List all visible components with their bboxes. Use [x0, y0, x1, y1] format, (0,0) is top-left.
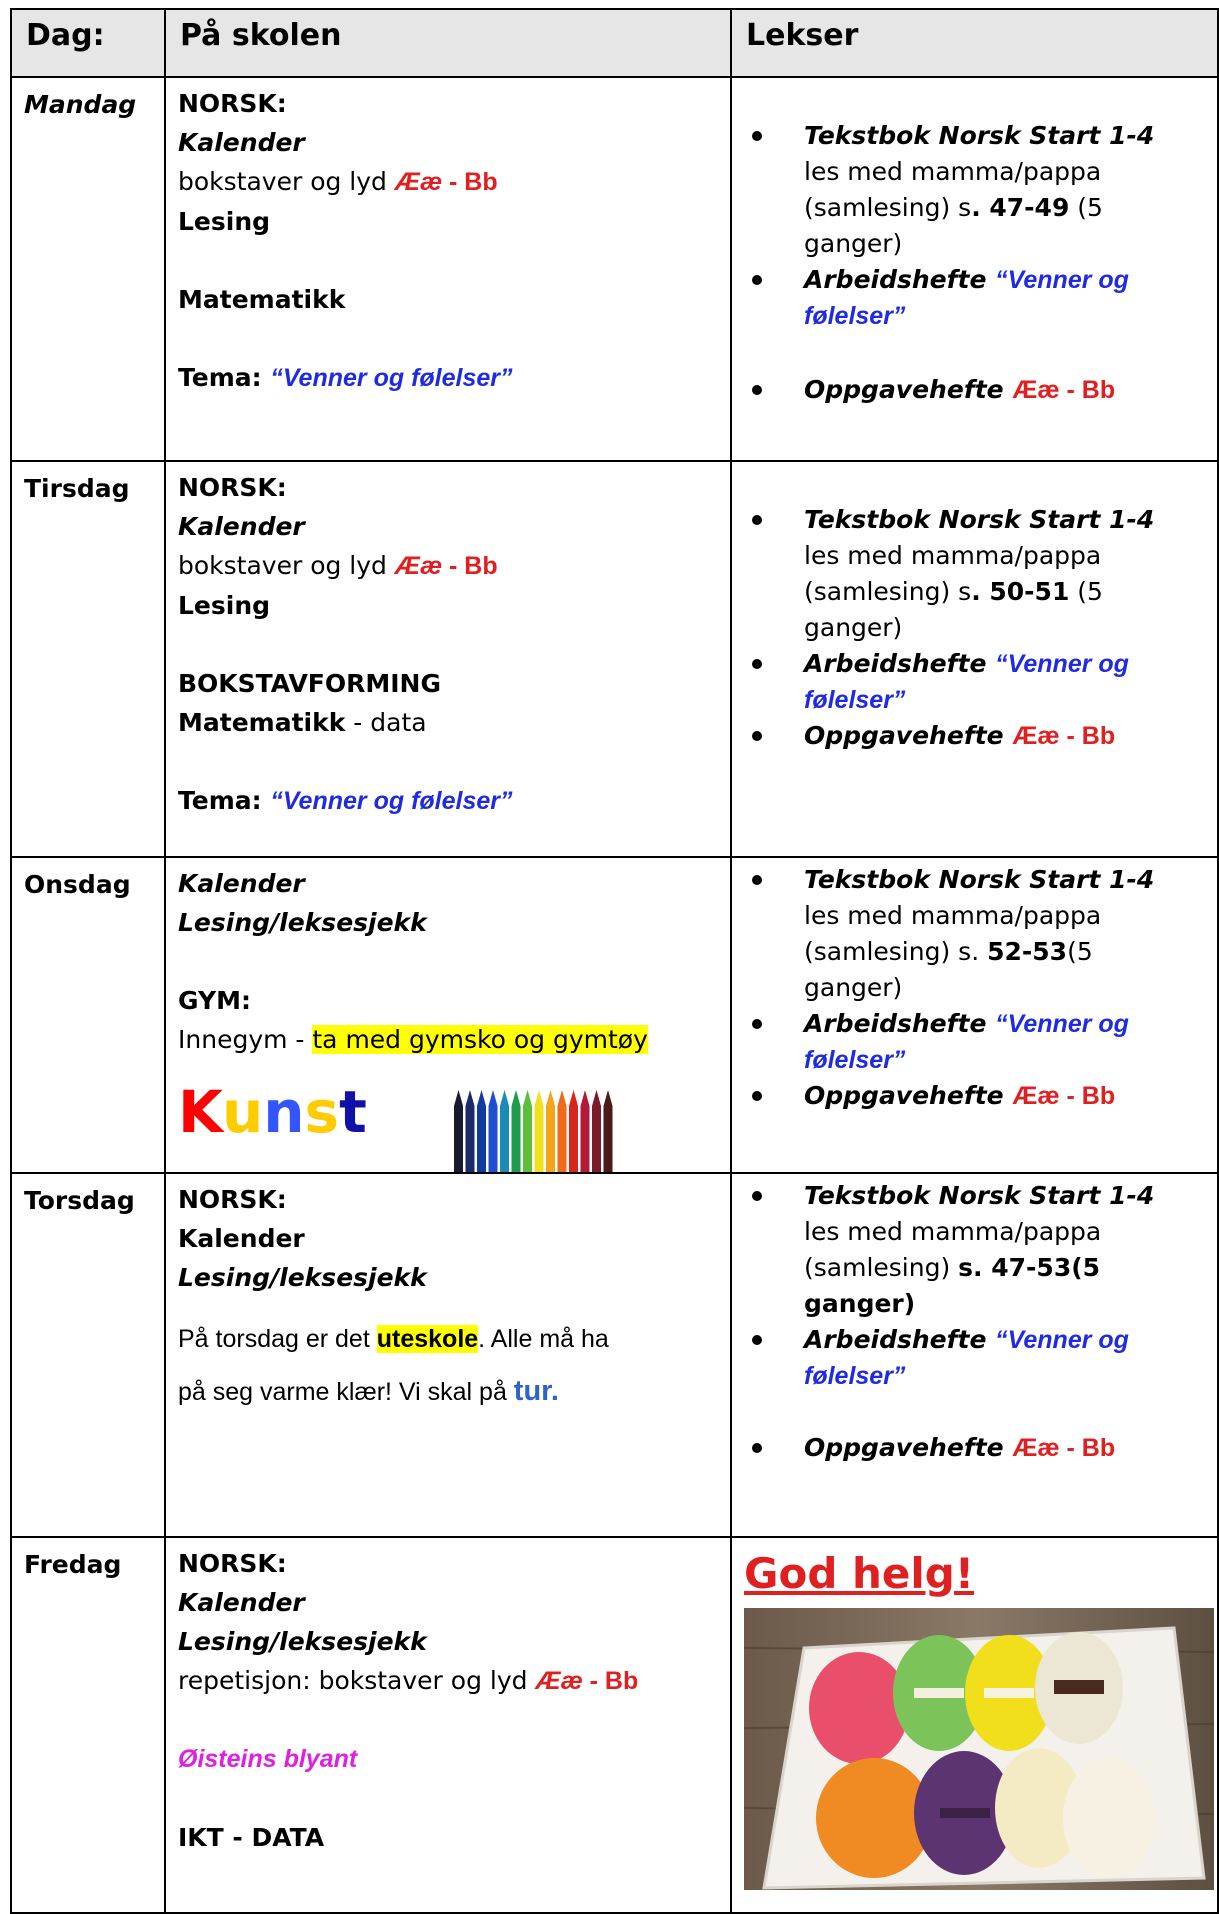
row-torsdag — [11, 1173, 1218, 1537]
subject-norsk: NORSK: — [178, 1549, 287, 1578]
uteskole-highlight: uteskole — [376, 1325, 479, 1353]
day-name: Tirsdag — [24, 474, 130, 503]
subject-kalender: Kalender — [178, 869, 305, 898]
school-cell — [165, 77, 731, 461]
pencil — [535, 1106, 544, 1172]
pencil — [489, 1106, 498, 1172]
pencil — [512, 1106, 521, 1172]
pencil-tip — [581, 1090, 590, 1106]
pencil-tip — [477, 1090, 486, 1106]
subject-matematikk: Matematikk — [178, 285, 346, 314]
god-helg-heading: God helg! — [744, 1549, 975, 1598]
homework-tekstbok: Tekstbok Norsk Start 1-4 les med mamma/pappa (samlesing) s. 52-53(5 ganger) — [804, 862, 1205, 1006]
subject-ikt: IKT - DATA — [178, 1823, 325, 1852]
subject-lesing: Lesing/leksesjekk — [178, 1263, 427, 1292]
homework-arbeidshefte: Arbeidshefte “Venner og følelser” — [804, 1006, 1205, 1078]
pencil-tip — [500, 1090, 509, 1106]
pencil — [581, 1106, 590, 1172]
tur-word: tur. — [513, 1375, 559, 1407]
homework-oppgavehefte: Oppgavehefte Ææ - Bb — [804, 1430, 1205, 1466]
letters-line: bokstaver og lyd Ææ - Bb — [178, 167, 498, 196]
pencil-tip — [535, 1090, 544, 1106]
repetisjon-line: repetisjon: bokstaver og lyd Ææ - Bb — [178, 1666, 639, 1695]
pencil-tip — [512, 1090, 521, 1106]
homework-cell — [731, 1173, 1218, 1537]
macarons-image — [744, 1608, 1214, 1890]
day-name: Torsdag — [24, 1186, 135, 1215]
header-row — [11, 9, 1218, 77]
subject-matematikk: Matematikk - data — [178, 708, 427, 737]
day-cell — [11, 1173, 165, 1537]
tema-value: “Venner og følelser” — [270, 364, 513, 392]
kunst-title: Kunst — [178, 1078, 367, 1146]
weekly-plan-table — [10, 8, 1219, 1914]
homework-oppgavehefte: Oppgavehefte Ææ - Bb — [804, 372, 1205, 408]
pencil — [546, 1106, 555, 1172]
pencil-tip — [604, 1090, 613, 1106]
day-cell — [11, 461, 165, 857]
pencil-tip — [592, 1090, 601, 1106]
homework-tekstbok: Tekstbok Norsk Start 1-4 les med mamma/pappa (samlesing) s. 47-49 (5 ganger) — [804, 118, 1205, 262]
school-cell — [165, 1537, 731, 1913]
letters-ae: Ææ — [394, 168, 443, 196]
subject-kalender: Kalender — [178, 512, 305, 541]
pencil-tip — [558, 1090, 567, 1106]
row-mandag — [11, 77, 1218, 461]
header-day: Dag: — [11, 9, 165, 77]
pencil — [466, 1106, 475, 1172]
tema-line: Tema: “Venner og følelser” — [178, 363, 513, 392]
homework-list — [744, 862, 1205, 1114]
day-name: Mandag — [24, 90, 137, 119]
tur-line: på seg varme klær! Vi skal på tur. — [178, 1375, 559, 1407]
pencil — [604, 1106, 613, 1172]
homework-arbeidshefte: Arbeidshefte “Venner og følelser” — [804, 1322, 1205, 1394]
pencil — [523, 1106, 532, 1172]
pencil-tip — [546, 1090, 555, 1106]
homework-tekstbok: Tekstbok Norsk Start 1-4 les med mamma/pappa (samlesing) s. 47-53(5 ganger) — [804, 1178, 1205, 1322]
subject-lesing: Lesing/leksesjekk — [178, 908, 427, 937]
school-cell — [165, 461, 731, 857]
pencil — [592, 1106, 601, 1172]
uteskole-line: På torsdag er det uteskole. Alle må ha — [178, 1325, 609, 1353]
pencil-tip — [523, 1090, 532, 1106]
homework-tekstbok: Tekstbok Norsk Start 1-4 les med mamma/pappa (samlesing) s. 50-51 (5 ganger) — [804, 502, 1205, 646]
row-onsdag — [11, 857, 1218, 1173]
pencil — [569, 1106, 578, 1172]
pencil-tip — [454, 1090, 463, 1106]
pencil-tip — [466, 1090, 475, 1106]
header-homework: Lekser — [731, 9, 1218, 77]
pencil-tip — [569, 1090, 578, 1106]
pencil — [454, 1106, 463, 1172]
day-cell — [11, 77, 165, 461]
school-cell — [165, 1173, 731, 1537]
subject-norsk: NORSK: — [178, 473, 287, 502]
homework-cell — [731, 857, 1218, 1173]
subject-lesing: Lesing/leksesjekk — [178, 1627, 427, 1656]
pencil — [500, 1106, 509, 1172]
oisteins-blyant: Øisteins blyant — [178, 1745, 358, 1773]
homework-oppgavehefte: Oppgavehefte Ææ - Bb — [804, 1078, 1205, 1114]
homework-arbeidshefte: Arbeidshefte “Venner og følelser” — [804, 262, 1205, 334]
homework-cell — [731, 461, 1218, 857]
homework-list — [744, 1178, 1205, 1466]
subject-kalender: Kalender — [178, 1588, 305, 1617]
row-fredag — [11, 1537, 1218, 1913]
homework-cell — [731, 77, 1218, 461]
day-cell — [11, 857, 165, 1173]
subject-bokstavforming: BOKSTAVFORMING — [178, 669, 442, 698]
subject-lesing: Lesing — [178, 207, 271, 236]
homework-cell — [731, 1537, 1218, 1913]
pencil — [558, 1106, 567, 1172]
subject-norsk: NORSK: — [178, 89, 287, 118]
subject-kalender: Kalender — [178, 128, 305, 157]
subject-gym: GYM: — [178, 986, 251, 1015]
day-cell — [11, 1537, 165, 1913]
pencil — [477, 1106, 486, 1172]
gym-highlight: ta med gymsko og gymtøy — [312, 1025, 648, 1054]
homework-arbeidshefte: Arbeidshefte “Venner og følelser” — [804, 646, 1205, 718]
homework-oppgavehefte: Oppgavehefte Ææ - Bb — [804, 718, 1205, 754]
homework-list — [744, 502, 1205, 754]
letters-line: bokstaver og lyd Ææ - Bb — [178, 551, 498, 580]
colored-pencils-image — [448, 1086, 624, 1172]
subject-norsk: NORSK: — [178, 1185, 287, 1214]
innegym-line: Innegym - ta med gymsko og gymtøy — [178, 1025, 648, 1054]
school-cell — [165, 857, 731, 1173]
header-school: På skolen — [165, 9, 731, 77]
pencil-tip — [489, 1090, 498, 1106]
homework-list — [744, 118, 1205, 408]
day-name: Onsdag — [24, 870, 131, 899]
day-name: Fredag — [24, 1550, 122, 1579]
tema-line: Tema: “Venner og følelser” — [178, 786, 513, 815]
subject-lesing: Lesing — [178, 591, 271, 620]
row-tirsdag — [11, 461, 1218, 857]
subject-kalender: Kalender — [178, 1224, 305, 1253]
